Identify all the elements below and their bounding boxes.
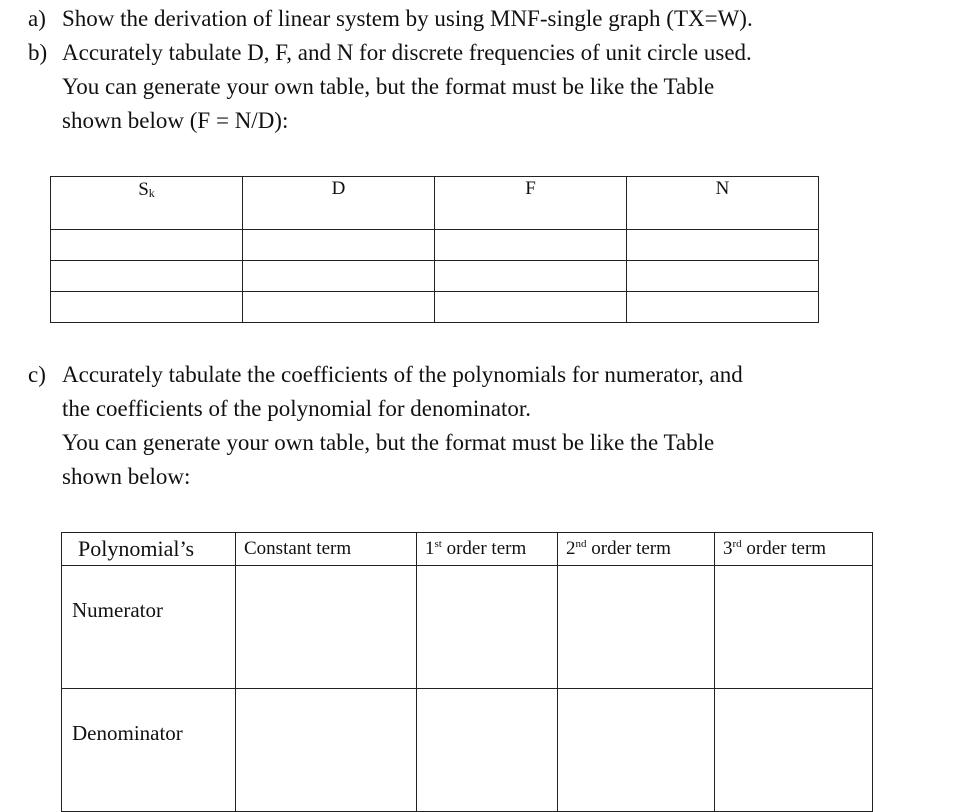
question-c-line-2: the coefficients of the polynomial for denominator. [62,396,532,421]
header-third-order-term [715,533,873,566]
third-order-suffix: rd [732,538,742,550]
table-cell [236,689,417,812]
question-b-marker: b) [28,40,48,65]
third-order-number: 3 [723,538,733,559]
question-c-line-4: shown below: [62,464,191,489]
row-label-numerator: Numerator [62,566,236,689]
table-cell [243,230,435,261]
table-cell [715,566,873,689]
first-order-suffix: st [434,538,442,550]
table-cell [558,566,715,689]
question-b-line-3: shown below (F = N/D): [62,108,289,133]
table-cell [435,292,627,323]
table-cell [51,261,243,292]
polynomial-row-numerator [62,566,873,689]
question-c-line-3: You can generate your own table, but the format must be like the Table [62,430,715,455]
table-cell [51,230,243,261]
dfn-header-sk [51,177,243,230]
table-cell [558,689,715,812]
table-cell [417,566,558,689]
dfn-table [50,176,819,323]
question-a-text: Show the derivation of linear system by using MNF-single graph (TX=W). [62,6,753,31]
question-b-line-2: You can generate your own table, but the format must be like the Table [62,74,715,99]
question-c [28,358,743,494]
second-order-suffix: nd [575,538,587,550]
question-c-marker: c) [28,362,46,387]
dfn-header-d [243,177,435,230]
dfn-header-n [627,177,819,230]
first-order-text: order term [441,538,527,559]
table-cell [417,689,558,812]
dfn-table-header-row [51,177,819,230]
question-b [28,36,752,138]
table-cell [627,292,819,323]
d-label: D [331,178,346,199]
third-order-text: order term [741,538,827,559]
question-a-marker: a) [28,6,46,31]
second-order-text: order term [586,538,671,559]
table-cell [236,566,417,689]
question-a [28,2,753,36]
question-c-line-1: Accurately tabulate the coefficients of the polynomials for numerator, and [62,362,743,387]
first-order-number: 1 [425,538,435,559]
polynomial-table-header-row [62,533,873,566]
table-cell [243,261,435,292]
table-cell [435,261,627,292]
table-cell [51,292,243,323]
n-label: N [715,178,730,199]
f-label: F [525,178,536,199]
dfn-table-row [51,261,819,292]
row-label-denominator: Denominator [62,689,236,812]
dfn-table-row [51,230,819,261]
question-b-line-1: Accurately tabulate D, F, and N for discrete frequencies of unit circle used. [62,40,752,65]
table-cell [243,292,435,323]
dfn-header-f [435,177,627,230]
polynomial-row-denominator [62,689,873,812]
dfn-table-row [51,292,819,323]
table-cell [627,261,819,292]
sk-main: S [138,179,149,200]
sk-subscript: k [148,186,155,200]
polynomial-coefficient-table [61,532,873,812]
second-order-number: 2 [566,538,576,559]
header-polynomials: Polynomial’s [62,533,236,566]
header-constant-term: Constant term [236,533,417,566]
header-first-order-term [417,533,558,566]
table-cell [715,689,873,812]
table-cell [435,230,627,261]
header-second-order-term [558,533,715,566]
table-cell [627,230,819,261]
